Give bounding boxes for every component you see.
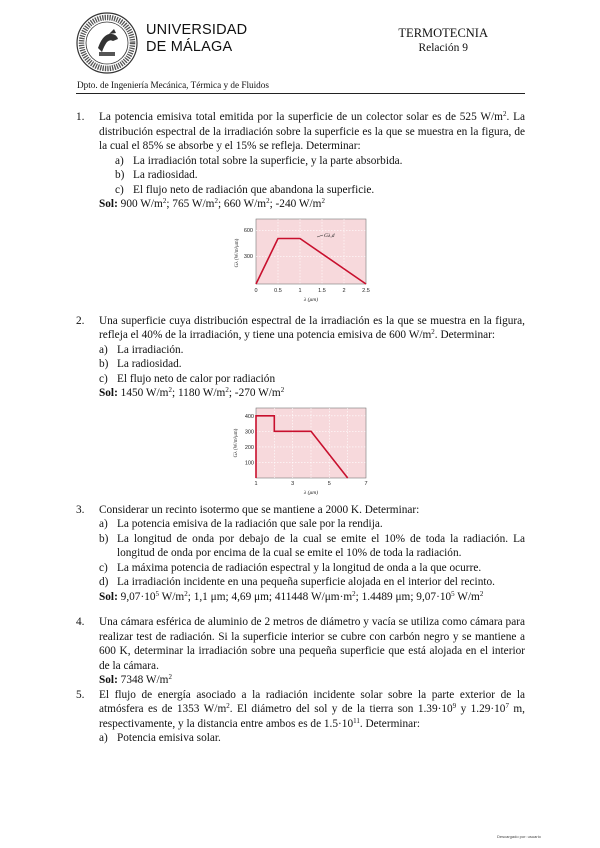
- list-item: [99, 517, 525, 532]
- item-text: La radiosidad.: [117, 358, 182, 370]
- superscript: 2: [352, 589, 356, 598]
- x-ticks: [254, 288, 369, 294]
- irradiation-chart-2: [226, 405, 376, 497]
- solution-line: [99, 590, 525, 605]
- solution-value: 7348 W/m: [120, 674, 169, 686]
- x-tick-label: 1: [253, 480, 258, 487]
- item-text: La radiosidad.: [133, 169, 198, 181]
- x-ticks: [254, 481, 367, 487]
- exercise-number: 2.: [76, 314, 85, 327]
- superscript: 2: [479, 589, 484, 598]
- x-tick-label: 5: [327, 480, 331, 487]
- exercise-number: 1.: [76, 111, 85, 123]
- exercise-4: [76, 615, 525, 688]
- superscript: 11: [353, 716, 360, 725]
- solution-value: W/m: [159, 590, 185, 603]
- exercise-text-cont: . El diámetro del sol y de la tierra son 1.39·10: [229, 703, 453, 715]
- list-item: [99, 357, 525, 372]
- exercise-text-cont: y 1.29·10: [456, 703, 506, 715]
- exercise-text-cont: . La distribución espectral de la irradiación sobre la superficie es la que se muestra en la figura, de la cual el 85% se absorbe y el 15% se refleja. Determinar:: [99, 111, 525, 152]
- course-header: [398, 26, 488, 56]
- superscript: 2: [168, 673, 172, 681]
- x-tick-label: 1.5: [317, 287, 326, 294]
- exercise-5: [76, 688, 525, 746]
- solution-value: W/m: [454, 590, 480, 603]
- department-label: Dpto. de Ingeniería Mecánica, Térmica y de Fluidos: [77, 80, 269, 90]
- x-tick-label: 3: [290, 480, 294, 487]
- exercise-text: El flujo de energía asociado a la radiación incidente solar sobre la parte exterior de la atmósfera es de 1353 W/m: [99, 688, 525, 715]
- x-tick-label: 2.5: [361, 287, 370, 294]
- solution-label: Sol:: [99, 674, 118, 686]
- item-label: b): [99, 358, 109, 370]
- subject-title: TERMOTECNIA: [398, 26, 488, 40]
- item-text: La irradiación incidente en una pequeña superficie alojada en el interior del recinto.: [117, 576, 495, 588]
- exercise-text: Considerar un recinto isotermo que se mantiene a 2000 K. Determinar:: [99, 503, 420, 516]
- x-tick-label: 7: [363, 480, 368, 487]
- solution-label: Sol:: [99, 198, 118, 210]
- item-text: La potencia emisiva de la radiación que sale por la rendija.: [117, 518, 383, 530]
- exercise-2-items: [76, 343, 525, 401]
- y-ticks: [244, 413, 253, 466]
- exercise-1-items: [76, 154, 525, 212]
- university-name: [146, 22, 247, 56]
- superscript: 2: [321, 197, 325, 205]
- superscript: 2: [226, 702, 230, 710]
- superscript: 5: [451, 589, 455, 598]
- item-label: a): [99, 518, 108, 530]
- solution-value: ; 660 W/m: [217, 198, 267, 210]
- item-label: b): [115, 169, 125, 181]
- item-label: c): [99, 372, 108, 385]
- exercise-number: 5.: [76, 688, 85, 701]
- y-tick-label: 600: [243, 227, 253, 234]
- university-name-line1: UNIVERSIDAD: [146, 22, 248, 38]
- list-item: [99, 561, 525, 576]
- solution-value: ; 1,1 μm; 4,69 μm; 411448 W/μm·m: [187, 590, 353, 603]
- list-item: [115, 154, 525, 169]
- exercise-number: 4.: [76, 616, 85, 628]
- solution-value: 900 W/m: [120, 198, 163, 210]
- exercise-text: Una cámara esférica de aluminio de 2 metros de diámetro y vacía se utiliza como cámara para realizar test de radiación. Si la superficie interior se cubre con carbón negro y se mantiene a 600 K, determinar la irradiación sobre una pequeña superficie que está alojada en el interior de la cámara.: [99, 616, 525, 672]
- list-item: [115, 183, 525, 198]
- superscript: 2: [162, 197, 167, 205]
- footer-watermark: Descargado por: usuario: [497, 834, 541, 839]
- solution-value: 9,07·10: [120, 590, 156, 603]
- list-item: [99, 731, 525, 746]
- exercise-2: [76, 314, 525, 343]
- x-axis-label: λ (μm): [303, 296, 318, 303]
- y-axis-label: Gλ (W/m²μm): [233, 428, 239, 457]
- solution-label: Sol:: [99, 590, 118, 603]
- solution-value: ; 1180 W/m: [171, 387, 226, 399]
- y-tick-label: 400: [244, 413, 254, 420]
- item-text: La máxima potencia de radiación espectral y la longitud de onda a la que ocurre.: [117, 561, 482, 574]
- y-axis-label: Gλ (W/m²μm): [234, 238, 240, 267]
- exercise-text-cont: m, respectivamente, y la distancia entre ambos es de 1.5·10: [99, 703, 525, 730]
- superscript: 2: [184, 589, 188, 598]
- x-axis-label: λ (μm): [303, 489, 318, 496]
- university-seal-icon: [76, 12, 138, 74]
- exercise-text: La potencia emisiva total emitida por la superficie de un colector solar es de 525 W/m: [99, 111, 503, 123]
- item-label: c): [99, 561, 108, 574]
- university-name-line2: DE MÁLAGA: [146, 39, 233, 55]
- superscript: 7: [505, 702, 509, 710]
- superscript: 5: [155, 589, 160, 598]
- y-tick-label: 300: [243, 253, 253, 260]
- item-text: Potencia emisiva solar.: [117, 732, 221, 744]
- item-label: a): [115, 154, 124, 167]
- superscript: 2: [225, 386, 229, 394]
- list-item: [99, 532, 525, 561]
- exercise-3-items: [76, 517, 525, 604]
- relation-number: Relación 9: [418, 42, 468, 54]
- solution-label: Sol:: [99, 387, 118, 399]
- superscript: 9: [452, 702, 457, 710]
- y-tick-label: 200: [244, 444, 254, 451]
- y-ticks: [243, 228, 252, 260]
- exercise-number: 3.: [76, 503, 85, 516]
- solution-value: ; -240 W/m: [269, 198, 322, 210]
- header-rule: [76, 93, 525, 94]
- superscript: 2: [214, 197, 218, 205]
- solution-value: ; 765 W/m: [166, 198, 215, 210]
- item-label: b): [99, 532, 109, 545]
- item-label: c): [115, 183, 124, 196]
- y-tick-label: 300: [244, 428, 254, 435]
- exercise-text: Una superficie cuya distribución espectral de la irradiación es la que se muestra en la figura, refleja el 40% de la irradiación, y tiene una potencia emisiva de 600 W/m: [99, 314, 525, 341]
- y-tick-label: 100: [244, 459, 254, 466]
- item-label: a): [99, 732, 108, 744]
- superscript: 2: [502, 110, 507, 118]
- solution-line: [99, 197, 525, 212]
- solution-value: ; -270 W/m: [228, 387, 281, 399]
- superscript: 2: [280, 386, 285, 394]
- item-text: El flujo neto de radiación que abandona la superficie.: [133, 183, 375, 196]
- x-tick-label: 1: [297, 287, 302, 294]
- solution-line: [99, 673, 525, 688]
- solution-value: ; 1.4489 μm; 9,07·10: [355, 590, 452, 603]
- item-label: d): [99, 576, 109, 588]
- solution-value: 1450 W/m: [120, 387, 169, 399]
- exercise-3: [76, 503, 525, 518]
- superscript: 2: [168, 386, 172, 394]
- superscript: 2: [431, 328, 435, 336]
- x-tick-label: 2: [341, 287, 346, 294]
- x-tick-label: 0.5: [273, 287, 282, 294]
- list-item: [99, 372, 525, 387]
- superscript: 2: [266, 197, 270, 205]
- curve-label: Gλ,d: [323, 232, 334, 239]
- irradiation-chart-1: [226, 215, 376, 305]
- item-label: a): [99, 343, 108, 356]
- exercise-text-cont: . Determinar:: [434, 329, 496, 341]
- list-item: [115, 168, 525, 183]
- x-tick-label: 0: [253, 287, 258, 294]
- list-item: [99, 575, 525, 590]
- exercise-list: [76, 110, 525, 746]
- list-item: [99, 343, 525, 358]
- item-text: La longitud de onda por debajo de la cual se emite el 10% de toda la radiación. La longitud de onda por encima de la cual se emite el 10% de toda la radiación.: [117, 532, 525, 559]
- exercise-text-cont: . Determinar:: [359, 717, 421, 730]
- item-text: La irradiación.: [117, 343, 184, 356]
- solution-line: [99, 386, 525, 401]
- exercise-1: [76, 110, 525, 154]
- item-text: El flujo neto de calor por radiación: [117, 372, 276, 385]
- item-text: La irradiación total sobre la superficie, y la parte absorbida.: [133, 154, 403, 167]
